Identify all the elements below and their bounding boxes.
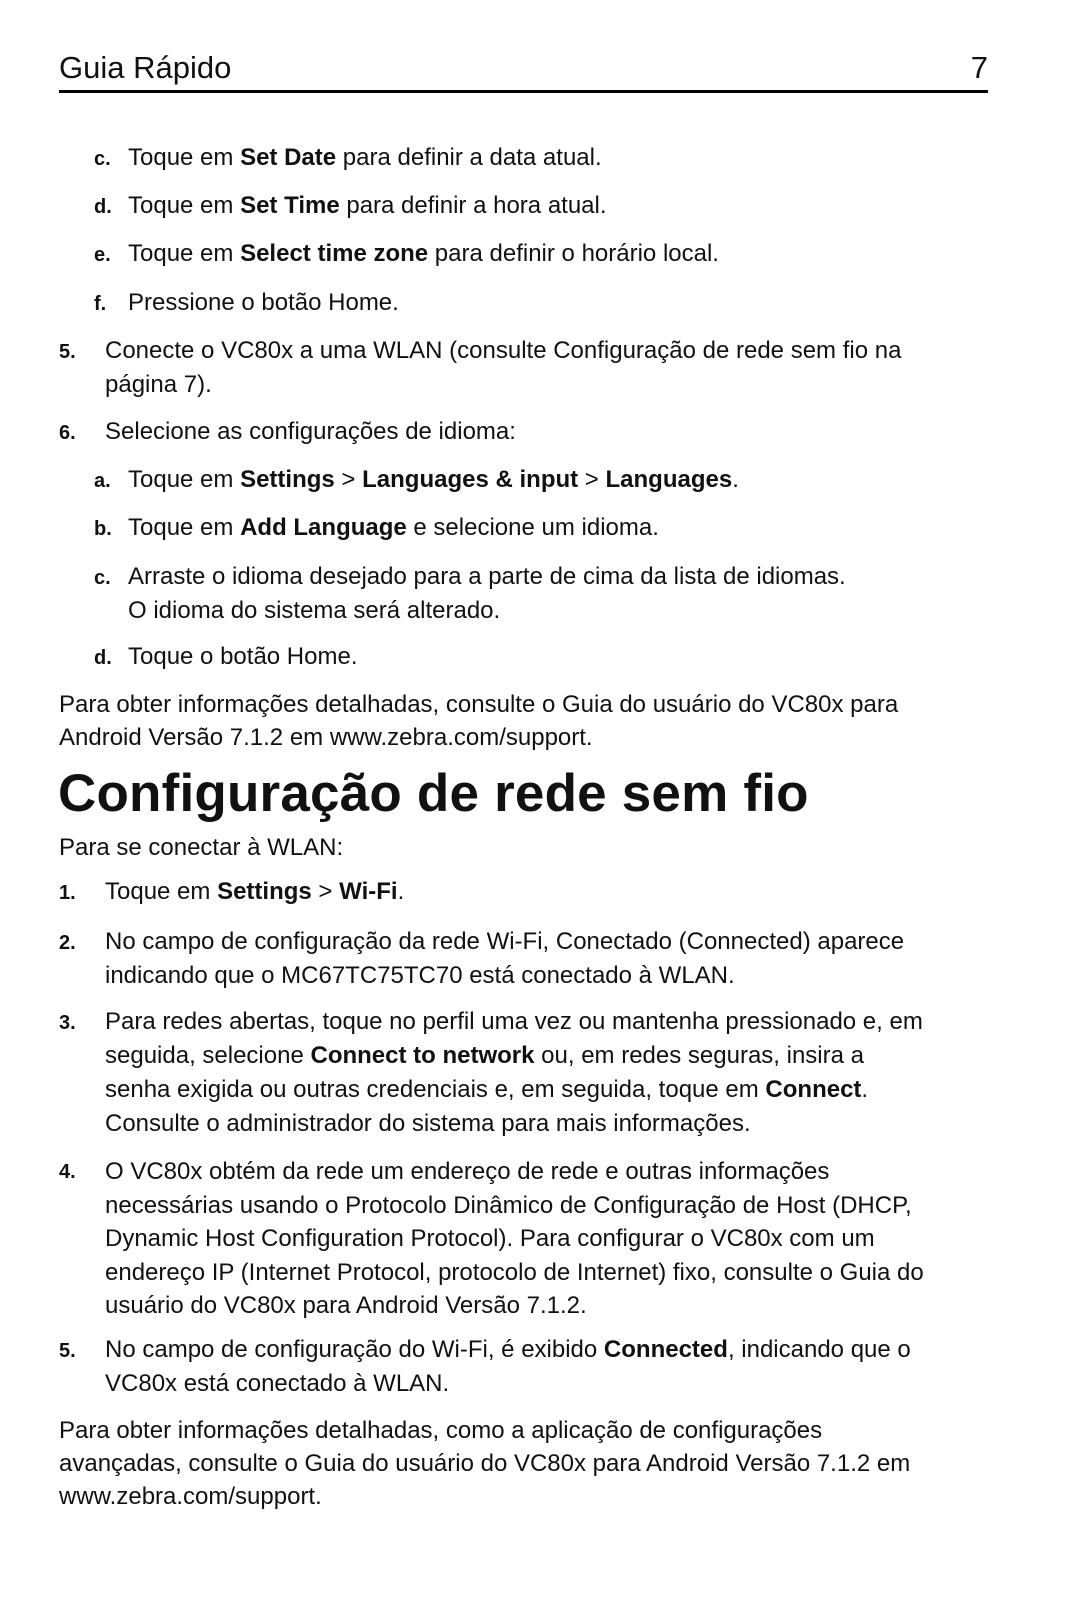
step-text-line: página 7). (105, 371, 212, 398)
substep-marker: c. (94, 567, 111, 589)
wlan-step-4 (59, 1155, 924, 1323)
step-text-line: Conecte o VC80x a uma WLAN (consulte Configuração de rede sem fio na (105, 337, 902, 364)
substep-marker: e. (94, 244, 111, 266)
step-text-line: No campo de configuração do Wi-Fi, é exibido Connected, indicando que o (105, 1336, 911, 1363)
step-6 (59, 415, 516, 449)
header-title: Guia Rápido (59, 50, 232, 85)
paragraph-line: Para obter informações detalhadas, como a aplicação de configurações (59, 1417, 823, 1444)
step-text-line: No campo de configuração da rede Wi-Fi, Conectado (Connected) aparece (105, 928, 905, 955)
language-substep-b (94, 511, 659, 545)
substep-text: Pressione o botão Home. (128, 289, 399, 316)
step-marker: 5. (59, 341, 76, 363)
step-marker: 6. (59, 422, 76, 444)
step-text-line: indicando que o MC67TC75TC70 está conectado à WLAN. (105, 962, 735, 989)
paragraph-line: Para obter informações detalhadas, consulte o Guia do usuário do VC80x para (59, 691, 899, 718)
page-number: 7 (970, 50, 988, 85)
step-text-line: Para redes abertas, toque no perfil uma vez ou mantenha pressionado e, em (105, 1008, 923, 1035)
section-title: Configuração de rede sem fio (58, 764, 809, 823)
substep-text: Toque o botão Home. (128, 643, 358, 670)
step-marker: 5. (59, 1340, 76, 1362)
step-text-line: Dynamic Host Configuration Protocol). Para configurar o VC80x com um (105, 1225, 875, 1252)
substep-marker: d. (94, 647, 112, 669)
step-text-line: O VC80x obtém da rede um endereço de rede e outras informações (105, 1158, 830, 1185)
info-paragraph-advanced (59, 1414, 994, 1513)
section-intro: Para se conectar à WLAN: (59, 834, 344, 861)
paragraph-line: www.zebra.com/support. (59, 1483, 322, 1510)
substep-text: Toque em Set Time para definir a hora atual. (128, 192, 607, 219)
language-substep-d (94, 640, 358, 674)
step-text-line: Consulte o administrador do sistema para mais informações. (105, 1110, 751, 1137)
info-paragraph (59, 688, 994, 754)
substep-text: Toque em Add Language e selecione um idioma. (128, 514, 659, 541)
substep-text-line: O idioma do sistema será alterado. (128, 597, 501, 624)
paragraph-line: avançadas, consulte o Guia do usuário do VC80x para Android Versão 7.1.2 em (59, 1450, 911, 1477)
wlan-step-1 (59, 875, 404, 909)
step-marker: 4. (59, 1161, 76, 1183)
page-header (59, 50, 988, 93)
substep-c (94, 141, 602, 175)
step-text-line: senha exigida ou outras credenciais e, em seguida, toque em Connect. (105, 1076, 869, 1103)
substep-marker: c. (94, 148, 111, 170)
substep-marker: b. (94, 518, 112, 540)
wlan-step-5 (59, 1333, 911, 1401)
substep-e (94, 237, 719, 271)
substep-d (94, 189, 607, 223)
step-marker: 3. (59, 1012, 76, 1034)
step-marker: 1. (59, 882, 76, 904)
substep-marker: a. (94, 470, 111, 492)
step-text-line: necessárias usando o Protocolo Dinâmico de Configuração de Host (DHCP, (105, 1191, 912, 1219)
substep-marker: d. (94, 196, 112, 218)
step-text-line: seguida, selecione Connect to network ou, em redes seguras, insira a (105, 1042, 864, 1069)
step-marker: 2. (59, 932, 76, 954)
wlan-step-2 (59, 925, 904, 993)
step-5-top (59, 334, 901, 402)
step-text: Toque em Settings > Wi-Fi. (105, 878, 405, 905)
substep-f (94, 286, 399, 320)
step-text-line: endereço IP (Internet Protocol, protocolo de Internet) fixo, consulte o Guia do (105, 1258, 924, 1286)
language-substep-a (94, 463, 739, 497)
wlan-step-3 (59, 1005, 923, 1141)
language-substep-c (94, 560, 846, 628)
substep-text: Toque em Select time zone para definir o horário local. (128, 240, 719, 267)
step-text-line: VC80x está conectado à WLAN. (105, 1370, 450, 1397)
paragraph-line: Android Versão 7.1.2 em www.zebra.com/support. (59, 724, 593, 751)
substep-text: Toque em Settings > Languages & input > Languages. (128, 466, 739, 493)
substep-text-line: Arraste o idioma desejado para a parte de cima da lista de idiomas. (128, 563, 846, 590)
substep-text: Toque em Set Date para definir a data atual. (128, 144, 602, 171)
substep-marker: f. (94, 293, 107, 315)
step-text: Selecione as configurações de idioma: (105, 418, 516, 445)
step-text-line: usuário do VC80x para Android Versão 7.1.2. (105, 1292, 587, 1319)
